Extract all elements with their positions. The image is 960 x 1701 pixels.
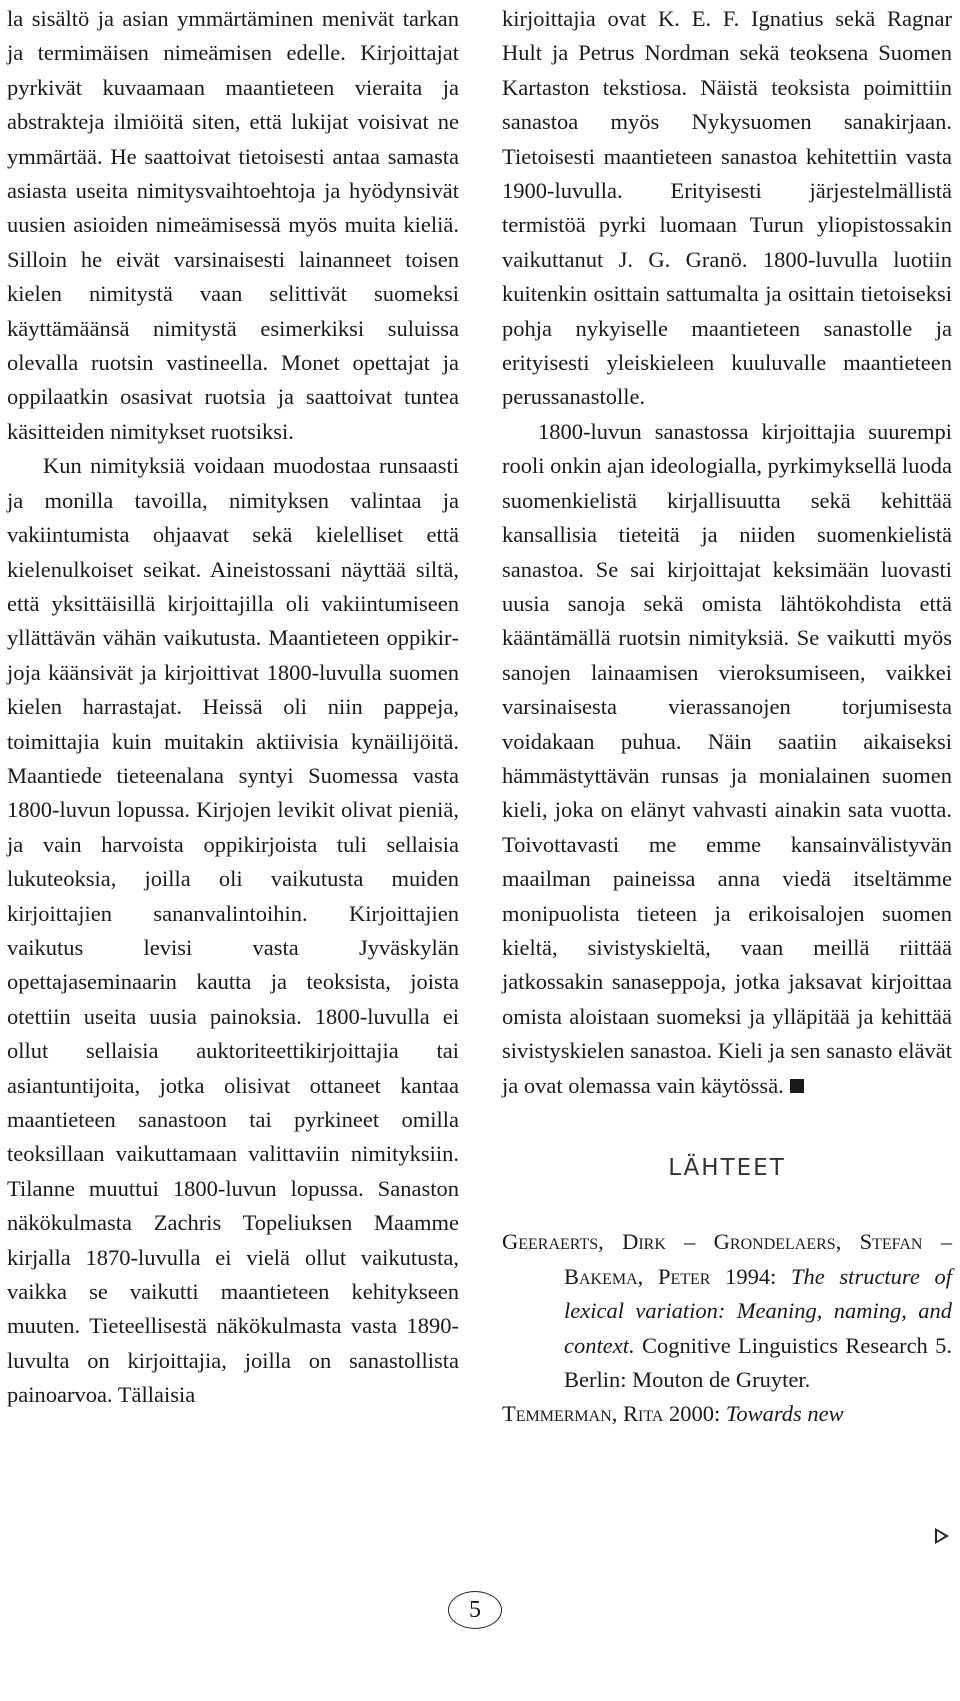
continued-arrow-icon (935, 1528, 949, 1544)
left-column (7, 2, 459, 1413)
paragraph: Kun nimityksiä voidaan muodostaa runsaasti ja monilla tavoilla, nimityksen valintaa ja vakiintumista ohjaavat sekä kielelliset että kielenulkoiset seikat. Aineistossani näyttää siltä, että yksittäisillä kirjoittajilla oli vakiintumiseen yllättävän vähän vaikutusta. Maantieteen oppikirjoja käänsivät ja kirjoittivat 1800-luvulla suomen kielen harrastajat. Heissä oli niin pappeja, toimittajia kuin muitakin aktiivisia kynäilijöitä. Maantiede tieteenalana syntyi Suomessa vasta 1800-luvun lopussa. Kirjojen levikit olivat pieniä, ja vain harvoista oppikirjoista tuli sellaisia lukuteoksia, joilla oli vaikutusta muiden kirjoittajien sananvalintoihin. Kirjoittajien vaikutus levisi vasta Jyväskylän opettajaseminaarin kautta ja teoksista, joista otettiin useita uusia painoksia. 1800-luvulla ei ollut sellaisia auktoriteettikirjoittajia tai asiantuntijoita, jotka olisivat ottaneet kantaa maantieteen sanastoon tai pyrkineet omilla teoksillaan vaikuttamaan valittaviin nimityksiin. Tilanne muuttui 1800-luvun lopussa. Sanaston näkökulmasta Zachris Topeliuksen Maamme kirjalla 1870-luvulla ei vielä ollut vaikutusta, vaikka se vaikutti maantieteen kehitykseen muuten. Tieteellisestä näkökulmasta vasta 1890-luvulta on kirjoittajia, joilla on sanastollista painoarvoa. Tällaisia (7, 453, 459, 1408)
reference-publication: Cognitive Linguistics Research 5. Berlin: Mouton de Gruyter. (564, 1332, 953, 1393)
end-of-article-mark (790, 1079, 804, 1093)
reference-title: Towards new (725, 1401, 844, 1427)
paragraph (502, 415, 952, 1103)
right-column (502, 2, 952, 1432)
paragraph: la sisältö ja asian ymmärtäminen menivät tarkan ja termimäisen nimeämisen edelle. Kirjoittajat pyrkivät kuvaamaan maantieteen vieraita ja abstrakteja ilmiöitä siten, että lukijat voisivat ne ymmärtää. He saattoivat tietoisesti antaa samasta asiasta useita nimitysvaihtoehtoja ja hyödynsivät uusien asioiden nimeämisessä myös muita kieliä. Silloin he eivät varsinaisesti lainanneet toisen kielen nimitystä vaan selittivät suomeksi käyttämäänsä nimitystä esimerkiksi suluissa olevalla ruotsin vastineella. Monet opettajat ja oppilaatkin osasivat ruotsia ja saattoivat tuntea käsitteiden nimitykset ruotsiksi. (7, 6, 459, 444)
reference-entry (502, 1397, 952, 1431)
paragraph-text: 1800-luvun sanastossa kirjoittajia suurempi rooli onkin ajan ideologialla, pyrkimyksellä luoda suomenkielistä kirjallisuutta sekä kehittää kansallisia tieteitä ja niiden suomenkielistä sanastoa. Se sai kirjoittajat keksimään luovasti uusia sanoja sekä omista lähtökohdista että kääntämällä ruotsin nimityksiä. Se vaikutti myös sanojen lainaamisen vieroksumiseen, vaikkei varsinaisesta vierassanojen torjumisesta voidakaan puhua. Näin saatiin aikaiseksi hämmästyttävän runsas ja monialainen suomen kieli, joka on elänyt vahvasti ainakin sata vuotta. Toivottavasti me emme kansainvälistyvän maailman paineissa anna viedä itseltämme monipuolista tieteen ja erikoisalojen suomen kieltä, sivistyskieltä, vaan meillä riittää jatkossakin sanaseppoja, jotka jaksavat kirjoittaa omista aloistaan suomeksi ja ylläpitää ja kehittää sivistyskielen sanastoa. Kieli ja sen sanasto elävät ja ovat olemassa vain käytössä. (502, 418, 952, 1098)
paragraph: kirjoittajia ovat K. E. F. Ignatius sekä Ragnar Hult ja Petrus Nordman sekä teoksena Suomen Kartaston tekstiosa. Näistä teoksista poimittiin sanastoa myös Nykysuomen sanakirjaan. Tietoisesti maantieteen sanastoa kehitettiin vasta 1900-luvulla. Erityisesti järjestelmällistä termistöä pyrki luomaan Turun yliopistossakin vaikuttanut J. G. Granö. 1800-luvulla luotiin kuitenkin osittain sattumalta ja osittain tietoiseksi pohja nykyiselle maantieteen sanastolle ja erityisesti yleiskieleen kuuluvalle maantieteen perussanastolle. (502, 6, 952, 410)
reference-title: The structure of lexical variation: Meaning, naming, and context. (564, 1263, 952, 1358)
reference-year: 1994: (725, 1263, 777, 1289)
reference-authors: Geeraerts, Dirk – Grondelaers, Stefan – Bakema, Peter (502, 1229, 952, 1289)
reference-year: 2000: (669, 1401, 721, 1427)
reference-authors: Temmerman, Rita (502, 1401, 664, 1427)
reference-entry (502, 1225, 952, 1397)
page-number: 5 (448, 1591, 502, 1629)
sources-heading: LÄHTEET (668, 1155, 786, 1181)
